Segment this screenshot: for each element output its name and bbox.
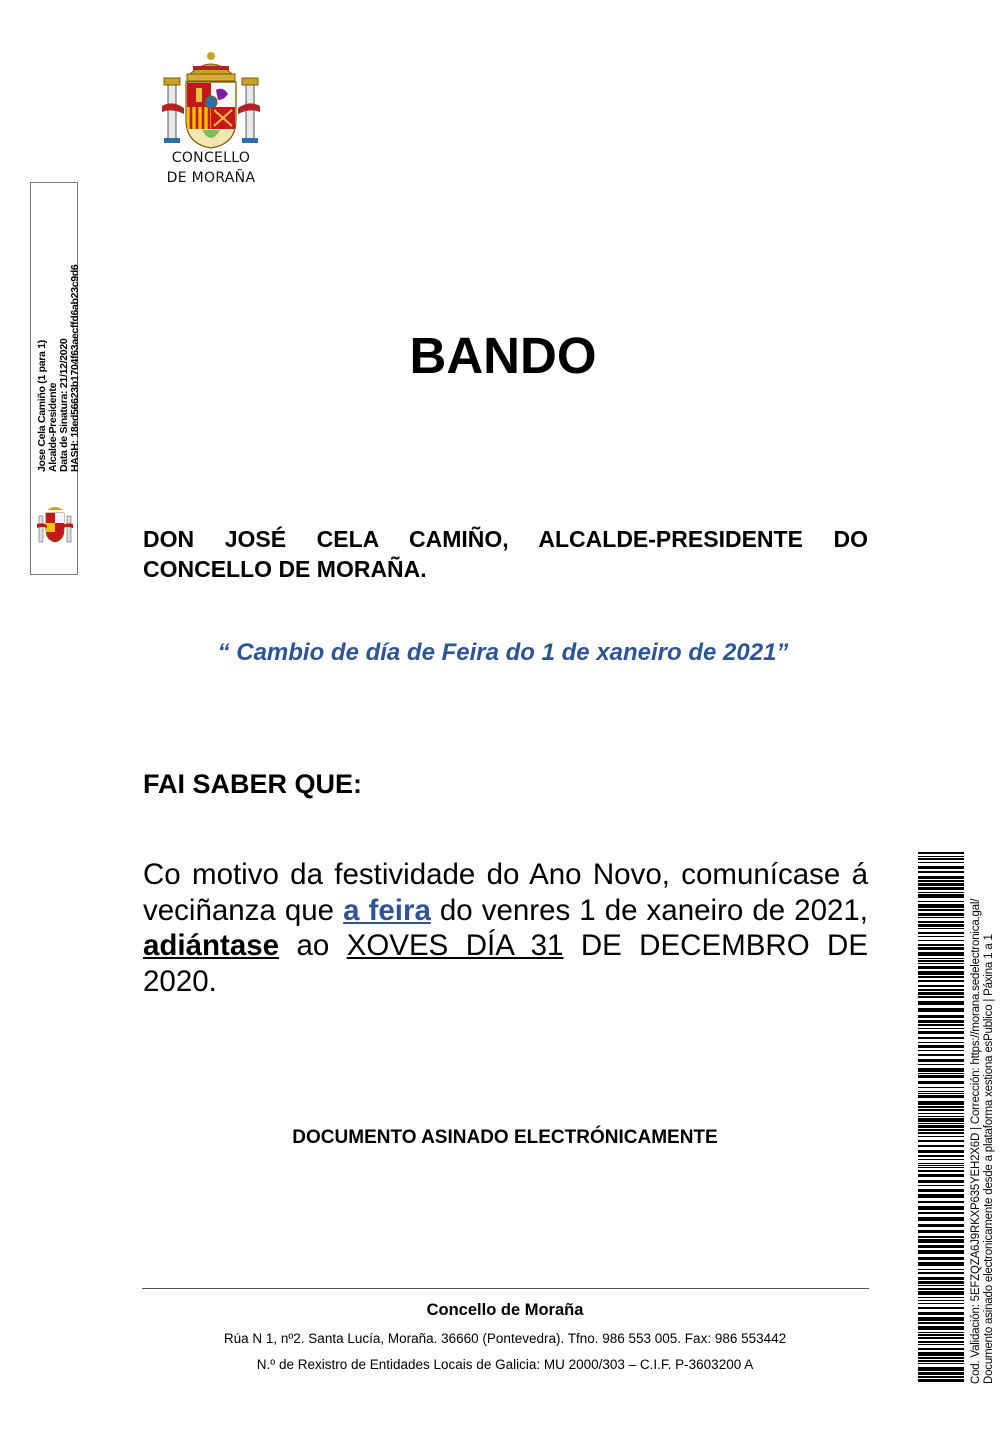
barcode-bar (918, 852, 964, 854)
barcode-bar (918, 1132, 964, 1134)
barcode-bar (918, 1064, 964, 1065)
body-text-3: ao (279, 929, 347, 962)
barcode-bar (918, 1095, 964, 1098)
barcode-bar (918, 1189, 964, 1192)
barcode-bar (918, 1073, 964, 1074)
barcode-bar (918, 892, 964, 893)
barcode-bar (918, 1262, 964, 1266)
signer-name: Jose Cela Camiño (1 para 1) (36, 340, 48, 472)
barcode-bar (918, 1163, 964, 1164)
barcode-bar (918, 1174, 964, 1177)
signature-stamp-text (37, 172, 81, 472)
barcode-bar (918, 1118, 964, 1122)
barcode-bar (918, 1106, 964, 1108)
barcode-bar (918, 1031, 964, 1034)
barcode-bar (918, 1344, 964, 1345)
validation-platform-line: Documento asinado electronicamente desde a plataforma xestiona esPublico | Páxina 1 a 1 (982, 934, 995, 1384)
barcode-bar (918, 1001, 964, 1005)
barcode-bar (918, 856, 964, 857)
barcode-bar (918, 1116, 964, 1117)
coat-of-arms-icon (158, 50, 264, 150)
barcode-bar (918, 944, 964, 946)
barcode-bar (918, 924, 964, 927)
barcode-bar (918, 947, 964, 950)
barcode-bar (918, 1050, 964, 1051)
barcode-bar (918, 1257, 964, 1260)
barcode-bar (918, 1123, 964, 1124)
barcode-bar (918, 1042, 964, 1043)
body-text-4: DE DECEMBRO DE 2020. (143, 929, 869, 998)
barcode-bar (918, 1087, 964, 1088)
barcode-bar (918, 1376, 964, 1378)
barcode-bar (918, 936, 964, 937)
barcode-bar (918, 1059, 964, 1062)
barcode-bar (918, 894, 964, 898)
logo-text-line2: DE MORAÑA (166, 170, 256, 186)
barcode-bar (918, 1379, 964, 1382)
signer-role: Alcalde-Presidente (47, 382, 59, 472)
announcement-body (143, 857, 868, 999)
signature-hash: HASH: 18ed56623b1704f63aecffd6ab23c9d6 (69, 264, 81, 472)
barcode-bar (918, 989, 964, 991)
footer-address: Rúa N 1, nº2. Santa Lucía, Moraña. 36660 (Pontevedra). Tfno. 986 553 005. Fax: 986 553442 (223, 1331, 787, 1346)
barcode-bar (918, 1136, 964, 1137)
barcode-bar (918, 980, 964, 982)
barcode-bar (918, 960, 964, 962)
barcode-bar (918, 1250, 964, 1254)
body-emphasis: adiántase (143, 929, 280, 962)
barcode-bar (918, 958, 964, 959)
barcode-bar (918, 1008, 964, 1012)
barcode-bar (918, 928, 964, 929)
barcode-bar (918, 1093, 964, 1094)
barcode-bar (918, 1239, 964, 1243)
barcode-bar (918, 871, 964, 873)
barcode-bar (918, 1332, 964, 1333)
body-text-1: Co motivo da festividade do Ano Novo, comunícase á veciñanza que (143, 858, 868, 927)
barcode-bar (918, 1020, 964, 1023)
document-title: BANDO (409, 327, 597, 384)
barcode-bar (918, 917, 964, 918)
barcode-bar (918, 1206, 964, 1210)
barcode-bar (918, 1150, 964, 1153)
barcode-bar (918, 1341, 964, 1343)
barcode-bar (918, 1272, 964, 1274)
barcode-bar (918, 901, 964, 902)
barcode-bar (918, 1054, 964, 1056)
feira-link[interactable]: a feira (343, 893, 431, 927)
barcode-bar (918, 1170, 964, 1172)
signed-electronically-note: DOCUMENTO ASINADO ELECTRÓNICAMENTE (292, 1127, 718, 1148)
barcode-bar (918, 1113, 964, 1114)
barcode-bar (918, 866, 964, 869)
barcode-bar (918, 1291, 964, 1295)
barcode-bar (918, 1015, 964, 1018)
signature-emblem (37, 504, 73, 548)
barcode-bar (918, 1155, 964, 1157)
barcode-bar (918, 1109, 964, 1111)
barcode-bar (918, 1230, 964, 1233)
barcode-bar (918, 883, 964, 886)
barcode-bar (918, 992, 964, 995)
barcode-bar (918, 1224, 964, 1227)
barcode-bar (918, 1300, 964, 1301)
barcode-bar (918, 1091, 964, 1092)
barcode-bar (918, 1028, 964, 1029)
barcode-bar (918, 1045, 964, 1048)
barcode-bar (918, 1317, 964, 1321)
barcode-bar (918, 887, 964, 890)
barcode-bar (918, 1167, 964, 1168)
body-text-2: do venres 1 de xaneiro de 2021, (430, 893, 868, 927)
barcode-bar (918, 1245, 964, 1248)
barcode-bar (918, 1288, 964, 1290)
footer-divider (142, 1288, 869, 1289)
barcode-bar (918, 1125, 964, 1128)
barcode-bar (918, 1129, 964, 1131)
barcode-bar (918, 913, 964, 916)
barcode-bar (918, 940, 964, 941)
barcode-bar (918, 1269, 964, 1270)
barcode-bar (918, 876, 964, 879)
barcode-bar (918, 1352, 964, 1356)
spain-arms-icon (37, 504, 73, 548)
barcode-bar (918, 966, 964, 969)
barcode-bar (918, 985, 964, 987)
barcode-bar (918, 1303, 964, 1304)
barcode-bar (918, 862, 964, 863)
barcode-bar (918, 1285, 964, 1286)
barcode-bar (918, 1277, 964, 1280)
barcode-bar (918, 1185, 964, 1186)
barcode-bar (918, 971, 964, 975)
barcode-bar (918, 1165, 964, 1166)
body-date-underlined: XOVES DÍA 31 (346, 929, 564, 962)
barcode-bar (918, 1201, 964, 1203)
barcode-bar (918, 1101, 964, 1105)
barcode-bar (918, 976, 964, 978)
barcode-bar (918, 1312, 964, 1315)
announcement-heading: FAI SABER QUE: (143, 769, 363, 799)
barcode-bar (918, 1281, 964, 1284)
barcode-bar (918, 1081, 964, 1084)
logo-text-line1: CONCELLO (171, 150, 251, 166)
barcode-bar (918, 1217, 964, 1221)
barcode-bar (918, 1360, 964, 1362)
footer-organization: Concello de Moraña (426, 1301, 584, 1319)
issuer-line: DON JOSÉ CELA CAMIÑO, ALCALDE-PRESIDENTE DO CONCELLO DE MORAÑA. (143, 526, 868, 582)
subject-line: “ Cambio de día de Feira do 1 de xaneiro de 2021” (217, 639, 789, 666)
barcode-bar (918, 1357, 964, 1359)
barcode-bar (918, 963, 964, 964)
barcode-bar (918, 1307, 964, 1309)
signature-date: Data de Sinatura: 21/12/2020 (58, 338, 70, 472)
barcode-bar (918, 1326, 964, 1330)
barcode-bar (918, 1159, 964, 1160)
barcode-bar (918, 921, 964, 923)
barcode-bar (918, 1337, 964, 1339)
barcode-bar (918, 1024, 964, 1026)
barcode-bar (918, 1236, 964, 1238)
barcode-bar (918, 858, 964, 860)
barcode-bar (918, 952, 964, 956)
validation-text (970, 898, 995, 1384)
validation-barcode (918, 852, 964, 1382)
barcode-bar (918, 1037, 964, 1039)
barcode-bar (918, 1145, 964, 1147)
barcode-bar (918, 880, 964, 882)
barcode-bar (918, 1363, 964, 1364)
barcode-bar (918, 1367, 964, 1371)
barcode-bar (918, 1297, 964, 1298)
barcode-bar (918, 1348, 964, 1350)
barcode-bar (918, 1068, 964, 1072)
barcode-bar (918, 1334, 964, 1336)
barcode-bar (918, 1140, 964, 1142)
barcode-bar (918, 1212, 964, 1214)
barcode-bar (918, 904, 964, 908)
barcode-bar (918, 1322, 964, 1324)
barcode-bar (918, 932, 964, 934)
barcode-bar (918, 909, 964, 911)
validation-code-line: Cod. Validación: 5EFZQZA6J9RKXP635YEH2X6D | Corrección: https://morana.sedelectronica.gal/ (970, 898, 982, 1384)
barcode-bar (918, 996, 964, 998)
barcode-bar (918, 1180, 964, 1183)
footer-registry: N.º de Rexistro de Entidades Locais de Galicia: MU 2000/303 – C.I.F. P-3603200 A (256, 1357, 754, 1372)
barcode-bar (918, 1372, 964, 1375)
barcode-bar (918, 1075, 964, 1078)
concello-logo (158, 50, 264, 192)
barcode-bar (918, 1194, 964, 1198)
barcode-icon (918, 852, 964, 1382)
